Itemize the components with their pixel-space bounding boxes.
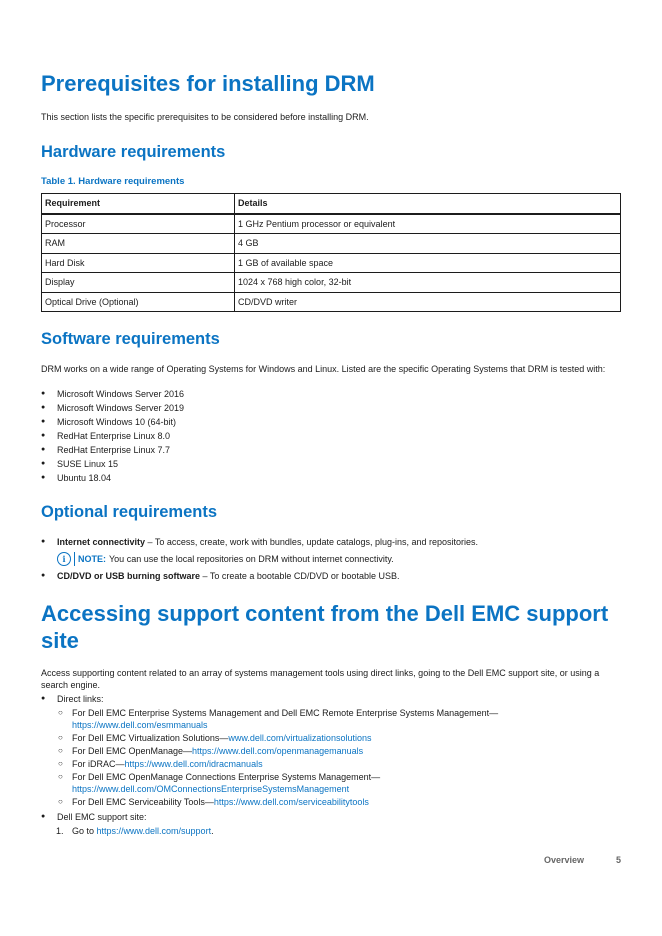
step-item: [41, 825, 621, 837]
note: [57, 551, 621, 567]
note-label: NOTE:: [78, 554, 106, 564]
list-item: ● Microsoft Windows Server 2016: [41, 387, 184, 401]
page-number: 5: [615, 855, 621, 865]
os-list: [41, 387, 184, 485]
list-item: [41, 692, 621, 808]
direct-links-label: Direct links:: [57, 694, 104, 704]
hardware-heading: Hardware requirements: [41, 143, 226, 161]
list-item: ● RedHat Enterprise Linux 7.7: [41, 443, 184, 457]
note-text: You can use the local repositories on DRM without internet connectivity.: [109, 554, 394, 564]
list-item: ● Microsoft Windows 10 (64-bit): [41, 415, 184, 429]
list-item: ● Ubuntu 18.04: [41, 471, 184, 485]
link-label: For Dell EMC Enterprise Systems Management and Dell EMC Remote Enterprise Systems Management—: [72, 708, 499, 718]
table-header-requirement: Requirement: [42, 194, 235, 214]
optional-list: [41, 535, 621, 583]
table-row: [42, 292, 621, 312]
burning-text: – To create a bootable CD/DVD or bootable USB.: [200, 571, 400, 581]
table-cell: 1 GB of available space: [235, 253, 621, 273]
serviceability-link[interactable]: https://www.dell.com/serviceabilitytools: [213, 797, 369, 807]
burning-term: CD/DVD or USB burning software: [57, 571, 201, 581]
step-end: .: [211, 826, 214, 836]
support-title: Accessing support content from the Dell EMC support site: [41, 601, 609, 653]
list-item: [41, 796, 621, 808]
virtualization-link[interactable]: www.dell.com/virtualizationsolutions: [228, 733, 372, 743]
list-item: [41, 758, 621, 770]
table-row: [42, 253, 621, 273]
link-label: For Dell EMC OpenManage Connections Enterprise Systems Management—: [72, 772, 381, 782]
internet-term: Internet connectivity: [57, 537, 146, 547]
list-item: [41, 535, 621, 567]
openmanage-link[interactable]: https://www.dell.com/openmanagemanuals: [192, 746, 364, 756]
idrac-link[interactable]: https://www.dell.com/idracmanuals: [124, 759, 263, 769]
table-row: [42, 273, 621, 293]
table-row: [42, 214, 621, 234]
list-item: [41, 569, 621, 583]
list-item: ● Microsoft Windows Server 2019: [41, 401, 184, 415]
table-caption: Table 1. Hardware requirements: [41, 176, 185, 187]
list-item: [41, 810, 621, 837]
section-intro: This section lists the specific prerequisites to be considered before installing DRM.: [41, 112, 369, 122]
list-item: [41, 745, 621, 757]
omconnections-link[interactable]: https://www.dell.com/OMConnectionsEnterpriseSystemsManagement: [72, 784, 350, 794]
table-row: [42, 234, 621, 254]
link-label: For Dell EMC Virtualization Solutions—: [72, 733, 229, 743]
support-link[interactable]: https://www.dell.com/support: [96, 826, 212, 836]
table-cell: Optical Drive (Optional): [42, 292, 235, 312]
page-title: Prerequisites for installing DRM: [41, 71, 375, 96]
list-item: [41, 707, 621, 731]
software-intro: DRM works on a wide range of Operating Systems for Windows and Linux. Listed are the specific Operating Systems that DRM is tested with:: [41, 364, 606, 374]
link-label: For Dell EMC OpenManage—: [72, 746, 193, 756]
step-number: 1.: [56, 826, 64, 836]
direct-links-list: [41, 707, 621, 808]
table-cell: CD/DVD writer: [235, 292, 621, 312]
note-divider: [74, 552, 75, 566]
footer-section: Overview: [543, 855, 584, 865]
table-cell: Hard Disk: [42, 253, 235, 273]
support-list: [41, 692, 621, 837]
link-label: For iDRAC—: [72, 759, 125, 769]
step-text: Go to: [72, 826, 97, 836]
esm-manuals-link[interactable]: https://www.dell.com/esmmanuals: [72, 720, 208, 730]
page-footer: [544, 855, 621, 865]
optional-heading: Optional requirements: [41, 503, 218, 521]
list-item: [41, 771, 621, 795]
table-cell: Processor: [42, 214, 235, 234]
table-cell: RAM: [42, 234, 235, 254]
support-intro: Access supporting content related to an array of systems management tools using direct links, going to the Dell EMC support site, or using a search engine.: [41, 668, 600, 690]
support-site-label: Dell EMC support site:: [57, 812, 147, 822]
hardware-table: [41, 193, 621, 312]
table-cell: 1024 x 768 high color, 32-bit: [235, 273, 621, 293]
table-cell: Display: [42, 273, 235, 293]
software-heading: Software requirements: [41, 330, 220, 348]
link-label: For Dell EMC Serviceability Tools—: [72, 797, 214, 807]
table-cell: 1 GHz Pentium processor or equivalent: [235, 214, 621, 234]
internet-text: – To access, create, work with bundles, update catalogs, plug-ins, and repositories.: [145, 537, 479, 547]
table-cell: 4 GB: [235, 234, 621, 254]
list-item: ● RedHat Enterprise Linux 8.0: [41, 429, 184, 443]
table-header-row: [42, 194, 621, 214]
list-item: ● SUSE Linux 15: [41, 457, 184, 471]
list-item: [41, 732, 621, 744]
info-icon: i: [57, 552, 71, 566]
table-header-details: Details: [235, 194, 621, 214]
